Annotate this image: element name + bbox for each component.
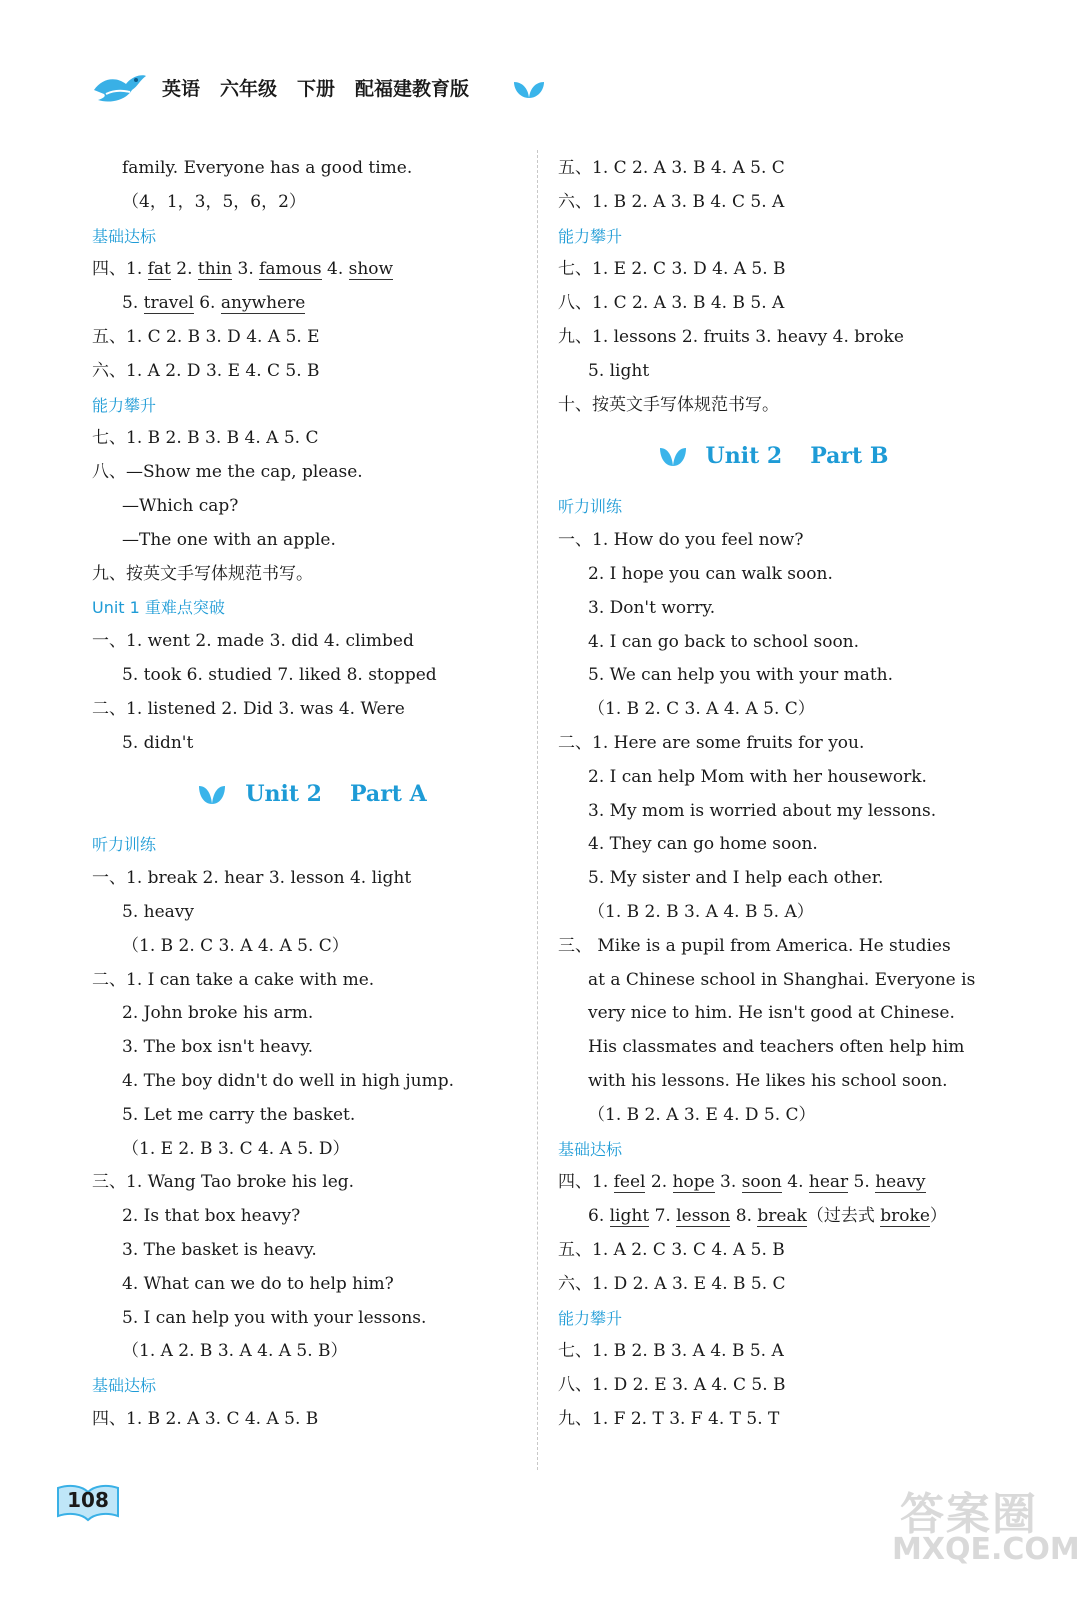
part-title: Part A: [349, 781, 427, 808]
answer-line: 5. Let me carry the basket.: [122, 1104, 356, 1125]
answer-line: 6. light 7. lesson 8. break（过去式 broke）: [588, 1206, 947, 1227]
watermark: [892, 1478, 1080, 1568]
section-heading: 听力训练: [92, 835, 157, 855]
answer-line: （1. E 2. B 3. C 4. A 5. D）: [122, 1138, 350, 1159]
underlined-word: famous: [259, 259, 322, 280]
column-divider: [537, 150, 538, 1470]
answer-line: 5. We can help you with your math.: [588, 665, 894, 686]
answer-line: 二、1. listened 2. Did 3. was 4. Were: [92, 698, 405, 719]
answer-line: family. Everyone has a good time.: [122, 158, 413, 178]
answer-line: 九、1. lessons 2. fruits 3. heavy 4. broke: [558, 326, 904, 347]
answer-line: 3. My mom is worried about my lessons.: [588, 800, 937, 821]
answer-line: 5. didn't: [122, 732, 194, 753]
underlined-word: hope: [672, 1172, 715, 1193]
answer-line: —The one with an apple.: [122, 529, 336, 550]
section-heading: 能力攀升: [92, 395, 157, 415]
answer-line: 2. Is that box heavy?: [122, 1206, 301, 1227]
section-heading: 基础达标: [92, 226, 157, 246]
underlined-word: fat: [147, 259, 171, 280]
passage-line: His classmates and teachers often help him: [588, 1037, 965, 1058]
answer-line: 七、1. B 2. B 3. A 4. B 5. A: [558, 1341, 784, 1362]
leaf-icon: [197, 782, 227, 806]
underlined-word: lesson: [676, 1206, 731, 1227]
answer-line: 五、1. C 2. A 3. B 4. A 5. C: [558, 158, 785, 178]
answer-line: 一、1. break 2. hear 3. lesson 4. light: [92, 868, 412, 889]
unit-title: Unit 2: [705, 443, 783, 470]
part-title: Part B: [810, 443, 889, 470]
answer-line: 八、—Show me the cap, please.: [92, 462, 363, 483]
underlined-word: break: [757, 1206, 807, 1227]
passage-line: very nice to him. He isn't good at Chinese.: [588, 1003, 955, 1024]
answer-line: 3. The box isn't heavy.: [122, 1037, 314, 1058]
right-column: [558, 152, 988, 1437]
grade-label: 六年级: [220, 78, 278, 100]
watermark-logo: 答案圈: [900, 1489, 1038, 1540]
underlined-word: thin: [197, 259, 233, 280]
answer-line: 八、1. D 2. E 3. A 4. C 5. B: [558, 1375, 786, 1396]
answer-line: 3. The basket is heavy.: [122, 1239, 317, 1260]
underlined-word: anywhere: [220, 293, 306, 314]
answer-line: 六、1. D 2. A 3. E 4. B 5. C: [558, 1273, 786, 1294]
answer-line: 五、1. C 2. B 3. D 4. A 5. E: [92, 326, 320, 347]
answer-line: 5. heavy: [122, 901, 194, 922]
answer-line: 2. John broke his arm.: [122, 1003, 314, 1024]
underlined-word: light: [609, 1206, 650, 1227]
answer-line: 九、按英文手写体规范书写。: [92, 563, 313, 584]
page-number-badge: [56, 1484, 120, 1524]
answer-line: 五、1. A 2. C 3. C 4. A 5. B: [558, 1239, 785, 1260]
underlined-word: broke: [880, 1206, 930, 1227]
answer-line: 七、1. E 2. C 3. D 4. A 5. B: [558, 259, 786, 280]
answer-line: 4. I can go back to school soon.: [588, 631, 860, 652]
answer-line: 九、1. F 2. T 3. F 4. T 5. T: [558, 1408, 780, 1429]
edition-label: 配福建教育版: [355, 78, 470, 100]
watermark-url: MXQE.COM: [892, 1532, 1080, 1567]
underlined-word: feel: [613, 1172, 646, 1193]
answer-line: （4，1，3，5，6，2）: [122, 191, 306, 212]
term-label: 下册: [297, 78, 336, 100]
bird-icon: [92, 70, 148, 106]
answer-line: 4. What can we do to help him?: [122, 1273, 394, 1294]
passage-line: with his lessons. He likes his school soon.: [588, 1070, 948, 1091]
underlined-word: heavy: [875, 1172, 926, 1193]
answer-line: —Which cap?: [122, 495, 239, 516]
leaf-icon: [512, 78, 546, 100]
answer-line: 二、1. I can take a cake with me.: [92, 969, 375, 990]
answer-line: 十、按英文手写体规范书写。: [558, 394, 779, 415]
unit-heading: [92, 760, 532, 828]
answer-line: 4. The boy didn't do well in high jump.: [122, 1070, 455, 1091]
underlined-word: show: [348, 259, 394, 280]
answer-line: 八、1. C 2. A 3. B 4. B 5. A: [558, 293, 785, 314]
answer-line: 5. I can help you with your lessons.: [122, 1307, 427, 1328]
unit-heading: [558, 422, 988, 490]
answer-line: 5. My sister and I help each other.: [588, 868, 884, 889]
answer-line: 七、1. B 2. B 3. B 4. A 5. C: [92, 428, 319, 449]
answer-line: 六、1. A 2. D 3. E 4. C 5. B: [92, 360, 320, 381]
section-heading: 基础达标: [92, 1376, 157, 1396]
answer-line: 一、1. went 2. made 3. did 4. climbed: [92, 631, 414, 652]
answer-line: 5. light: [588, 360, 650, 381]
underlined-word: soon: [741, 1172, 782, 1193]
answer-line: 三、1. Wang Tao broke his leg.: [92, 1172, 355, 1193]
section-heading: Unit 1 重难点突破: [92, 598, 225, 618]
underlined-word: hear: [808, 1172, 849, 1193]
unit-title: Unit 2: [245, 781, 322, 808]
answer-line: 2. I can help Mom with her housework.: [588, 766, 927, 787]
answer-line: 4. They can go home soon.: [588, 834, 818, 855]
underlined-word: travel: [143, 293, 194, 314]
answer-line: 六、1. B 2. A 3. B 4. C 5. A: [558, 191, 785, 212]
answer-line: 3. Don't worry.: [588, 597, 716, 618]
answer-line: （1. B 2. B 3. A 4. B 5. A）: [588, 901, 814, 922]
section-heading: 听力训练: [558, 497, 623, 517]
page-number: 108: [67, 1488, 109, 1512]
answer-line: （1. B 2. C 3. A 4. A 5. C）: [588, 699, 815, 720]
answer-line: 二、1. Here are some fruits for you.: [558, 732, 865, 753]
answer-line: （1. B 2. C 3. A 4. A 5. C）: [122, 935, 349, 956]
answer-line: 5. took 6. studied 7. liked 8. stopped: [122, 664, 437, 685]
answer-line: 四、1. B 2. A 3. C 4. A 5. B: [92, 1408, 319, 1429]
page-header: [92, 68, 612, 108]
passage-line: at a Chinese school in Shanghai. Everyone is: [588, 969, 976, 990]
subject-label: 英语: [162, 78, 201, 100]
section-heading: 基础达标: [558, 1139, 623, 1159]
answer-line: （1. A 2. B 3. A 4. A 5. B）: [122, 1341, 348, 1362]
left-column: [92, 152, 532, 1437]
answer-line: 四、1. feel 2. hope 3. soon 4. hear 5. heavy: [558, 1172, 926, 1193]
answer-line: （1. B 2. A 3. E 4. D 5. C）: [588, 1104, 816, 1125]
answer-line: 5. travel 6. anywhere: [122, 293, 306, 314]
section-heading: 能力攀升: [558, 226, 623, 246]
answer-line: 四、1. fat 2. thin 3. famous 4. show: [92, 259, 394, 280]
section-heading: 能力攀升: [558, 1308, 623, 1328]
answer-line: 一、1. How do you feel now?: [558, 530, 804, 551]
passage-line: 三、 Mike is a pupil from America. He studies: [558, 935, 951, 956]
leaf-icon: [658, 444, 688, 468]
answer-line: 2. I hope you can walk soon.: [588, 563, 833, 584]
book-title: [162, 74, 489, 101]
